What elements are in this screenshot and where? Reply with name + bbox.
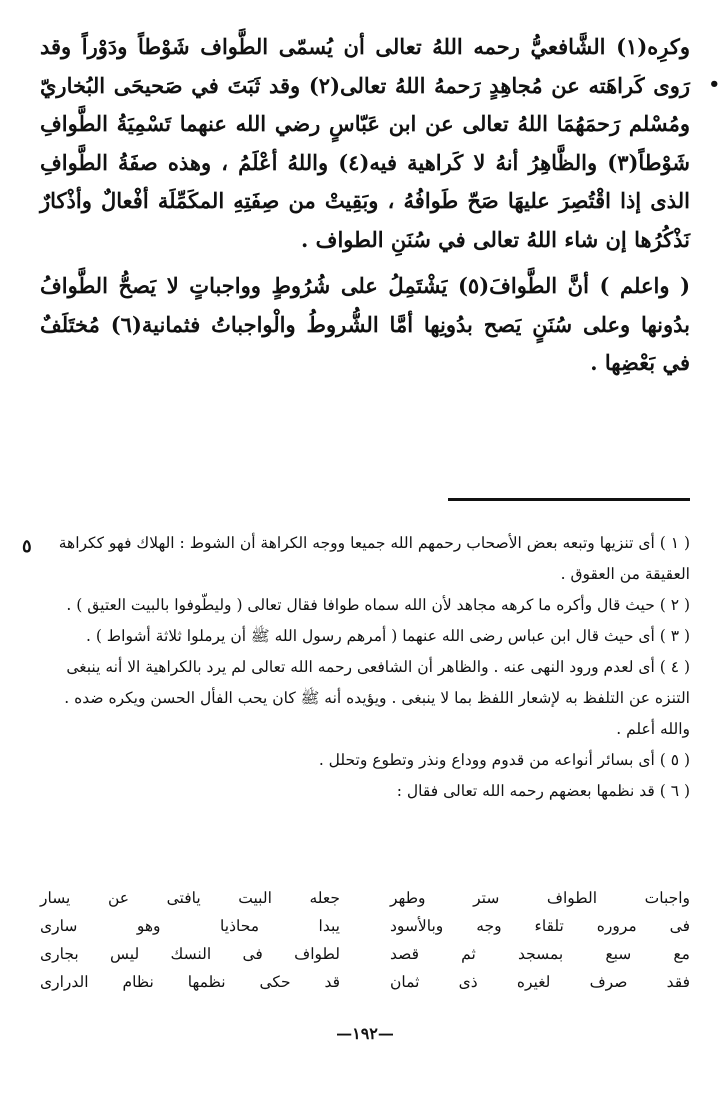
footnote-5: ( ٥ ) أى بسائر أنواعه من قدوم ووداع ونذر وتطوع وتحلل .: [318, 751, 690, 769]
page-number: —١٩٢—: [336, 1024, 394, 1043]
poem-verse: [40, 912, 690, 940]
poem-verse: [40, 968, 690, 996]
poem-hemistich-left: قد حكى نظمها نظام الدرارى: [40, 973, 340, 991]
margin-number-mark: ٥: [22, 536, 32, 557]
margin-dot-mark: •: [708, 74, 720, 95]
poem: [40, 884, 690, 996]
footnote-divider: [448, 498, 690, 501]
footnote-2: ( ٢ ) حيث قال وأكره ما كرهه مجاهد لأن الله سماه طوافا فقال تعالى ( وليطّوفوا بالبيت العتيق ) .: [66, 596, 690, 614]
main-paragraph-2: ( واعلم ) أنَّ الطَّوافَ(٥) يَشْتَمِلُ على شُرُوطٍ وواجباتٍ لا يَصحُّ الطَّوافُ بدُونها وعلى سُنَنٍ يَصح بدُونِها أمَّا الشُّروطُ والْواجباتُ فثمانية(٦) مُختَلَفٌ في بَعْضِها .: [40, 273, 691, 375]
poem-verse: [40, 884, 690, 912]
footnotes: [40, 528, 690, 807]
poem-hemistich-right: واجبات الطواف ستر وطهر: [390, 889, 690, 907]
footnote-1: ( ١ ) أى تنزيها وتبعه بعض الأصحاب رحمهم الله جميعا ووجه الكراهة أن الشوط : الهلاك فهو ككراهة العقيقة من العقوق .: [58, 534, 690, 583]
footnote-6: ( ٦ ) قد نظمها بعضهم رحمه الله تعالى فقال :: [396, 782, 690, 800]
main-paragraph-1: وكرِه(١) الشَّافعيُّ رحمه اللهُ تعالى أن يُسمّى الطَّواف شَوْطاً ودَوْراً وقد رَوى كَراهَته عن مُجاهِدٍ رَحمهُ اللهُ تعالى(٢) وقد ثَبَتَ في صَحيحَى البُخاريّ ومُسْلم رَحمَهُمَا اللهُ تعالى عن ابن عَبّاسٍ رضي الله عنهما تَسْمِيَةُ الطَّوافِ شَوْطاً(٣) والظَّاهِرُ أنهُ لا كَراهية فيه(٤) واللهُ أعْلَمُ ، وهذه صفَةُ الطَّوافِ الذى إذا اقْتُصِرَ عليهَا صَحّ طَوافُهُ ، وبَقِيتْ من صِفَتِهِ المكَمِّلَة أفْعالٌ وأذْكارٌ نَذْكُرُها إن شاء اللهُ تعالى في سُنَنِ الطواف .: [40, 34, 690, 252]
poem-hemistich-right: فى مروره تلقاء وجه وبالأسود: [390, 917, 690, 935]
poem-hemistich-right: فقد صرف لغيره ذى ثمان: [390, 973, 690, 991]
footnote-3: ( ٣ ) أى حيث قال ابن عباس رضى الله عنهما ( أمرهم رسول الله ﷺ أن يرملوا ثلاثة أشواط ) .: [85, 627, 690, 645]
poem-hemistich-left: جعله البيت يافتى عن يسار: [40, 889, 340, 907]
poem-hemistich-right: مع سبع بمسجد ثم قصد: [390, 945, 690, 963]
poem-hemistich-left: يبدا محاذيا وهو سارى: [40, 917, 340, 935]
poem-verse: [40, 940, 690, 968]
main-text: [40, 28, 690, 383]
book-page: [40, 28, 690, 1078]
poem-hemistich-left: لطواف فى النسك ليس بجارى: [40, 945, 340, 963]
footnote-4: ( ٤ ) أى لعدم ورود النهى عنه . والظاهر أن الشافعى رحمه الله تعالى لم يرد بالكراهية الا أنه ينبغى التنزه عن التلفظ به لإشعار اللفظ بما لا ينبغى . ويؤيده أنه ﷺ كان يحب الفأل الحسن ويكره ضده . والله أعلم .: [64, 658, 690, 738]
